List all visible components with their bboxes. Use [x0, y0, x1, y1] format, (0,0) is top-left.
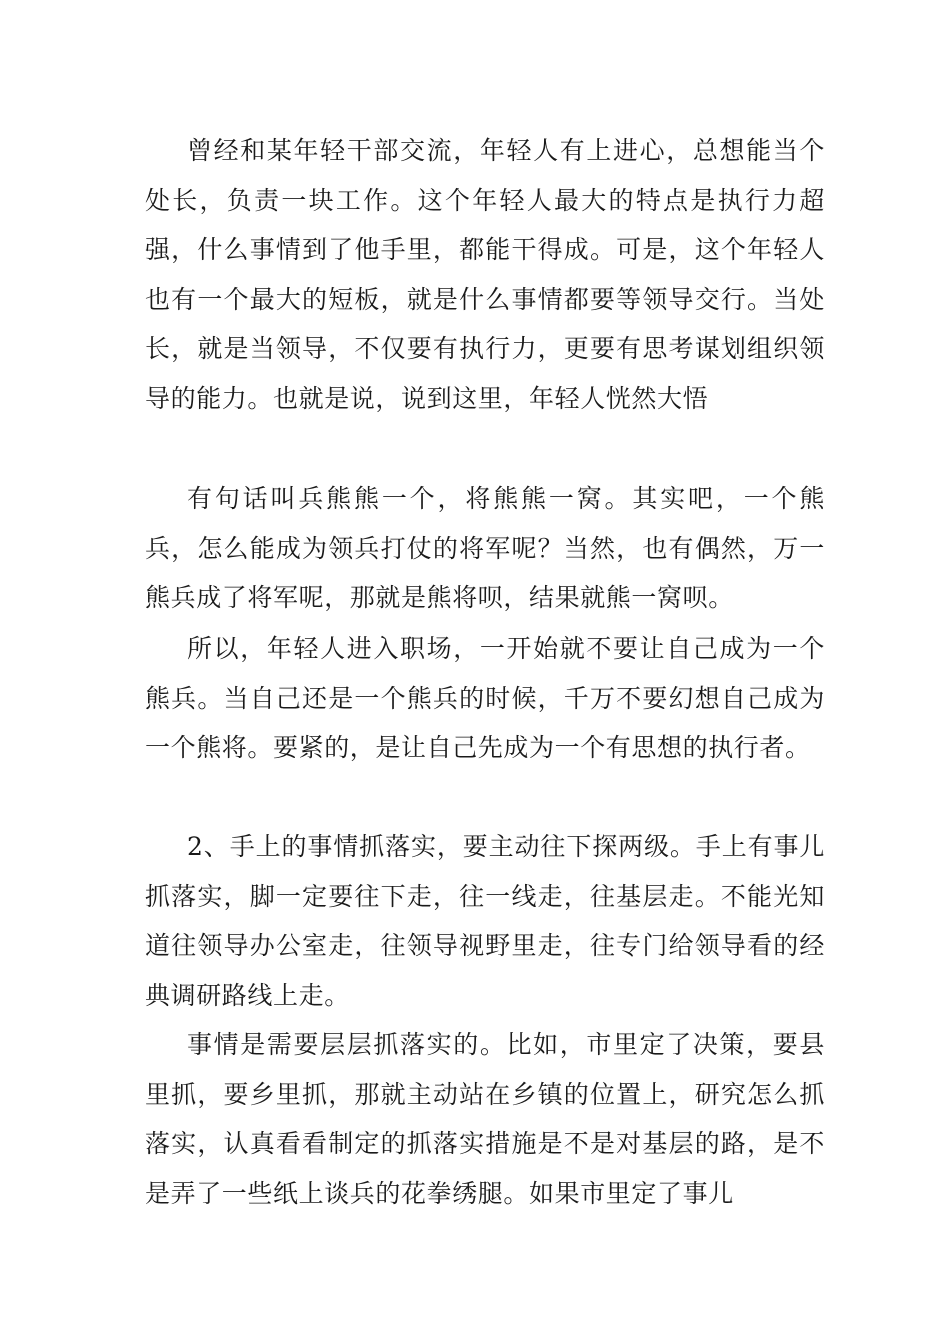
paragraph-3: 所以，年轻人进入职场，一开始就不要让自己成为一个熊兵。当自己还是一个熊兵的时候，千万不要幻想自己成为一个熊将。要紧的，是让自己先成为一个有思想的执行者。: [145, 634, 825, 762]
paragraph-1: 曾经和某年轻干部交流，年轻人有上进心，总想能当个处长，负责一块工作。这个年轻人最大的特点是执行力超强，什么事情到了他手里，都能干得成。可是，这个年轻人也有一个最大的短板，就是什么事情都要等领导交行。当处长，就是当领导，不仅要有执行力，更要有思考谋划组织领导的能力。也就是说，说到这里，年轻人恍然大悟: [145, 136, 825, 413]
paragraph-2: 有句话叫兵熊熊一个，将熊熊一窝。其实吧，一个熊兵，怎么能成为领兵打仗的将军呢？当然，也有偶然，万一熊兵成了将军呢，那就是熊将呗，结果就熊一窝呗。: [145, 484, 825, 612]
paragraph-5: 事情是需要层层抓落实的。比如，市里定了决策，要县里抓，要乡里抓，那就主动站在乡镇的位置上，研究怎么抓落实，认真看看制定的抓落实措施是不是对基层的路，是不是弄了一些纸上谈兵的花拳绣腿。如果市里定了事儿: [145, 1030, 825, 1208]
paragraph-4: 2、手上的事情抓落实，要主动往下探两级。手上有事儿抓落实，脚一定要往下走，往一线走，往基层走。不能光知道往领导办公室走，往领导视野里走，往专门给领导看的经典调研路线上走。: [145, 832, 825, 1010]
